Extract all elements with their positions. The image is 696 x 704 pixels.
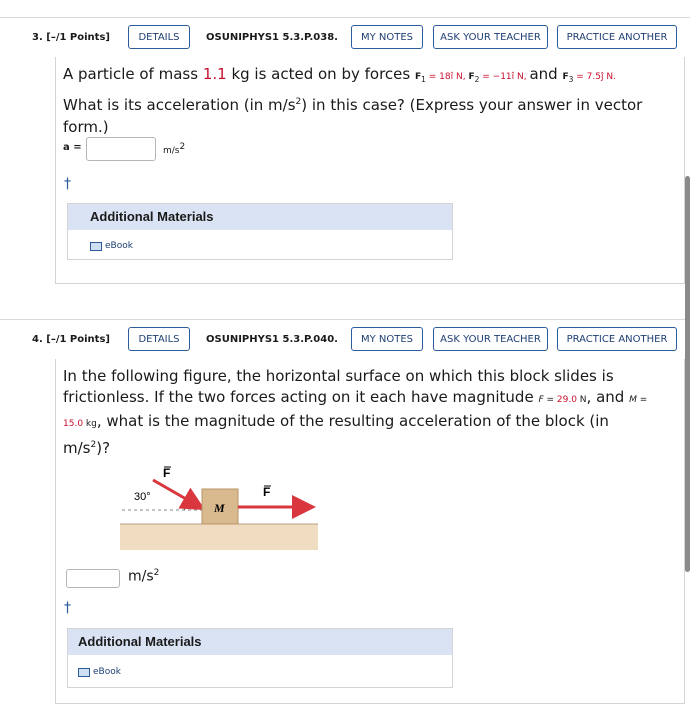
hint-dagger[interactable]: † xyxy=(64,176,71,192)
vertical-scrollbar[interactable] xyxy=(685,176,690,572)
ground-surface xyxy=(120,524,318,550)
ebook-link[interactable]: eBook xyxy=(90,241,133,251)
block-force-figure xyxy=(120,462,320,552)
practice-another-button[interactable]: PRACTICE ANOTHER xyxy=(557,327,677,351)
ask-your-teacher-button[interactable]: ASK YOUR TEACHER xyxy=(433,25,548,49)
angle-label: 30° xyxy=(134,491,151,503)
force-label-right: F xyxy=(263,485,271,499)
my-notes-button[interactable]: MY NOTES xyxy=(351,25,423,49)
book-icon xyxy=(78,668,90,677)
additional-materials xyxy=(67,203,453,260)
additional-materials-title: Additional Materials xyxy=(68,629,452,655)
book-icon xyxy=(90,242,102,251)
answer-unit: $m/s^2$ xyxy=(128,568,160,585)
answer-input-vector[interactable] xyxy=(86,137,156,161)
question-4-number: 4. [–/1 Points] xyxy=(32,334,110,345)
mass-value: 1.1 xyxy=(202,65,227,83)
hint-dagger[interactable]: † xyxy=(64,600,71,616)
details-button[interactable]: DETAILS xyxy=(128,327,190,351)
my-notes-button[interactable]: MY NOTES xyxy=(351,327,423,351)
question-3-number: 3. [–/1 Points] xyxy=(32,32,110,43)
question-code: OSUNIPHYS1 5.3.P.040. xyxy=(206,334,338,345)
question-3-text: A particle of mass 1.1 kg is acted on by forces $F_1$ = 18î N, $F_2$ = −11î N, and $F_3$ = 7.5ĵ N. What is its acceleration (in $m/s^2$) in this case? (Express your answer in vector form.) xyxy=(63,65,643,136)
additional-materials-title: Additional Materials xyxy=(68,204,452,230)
practice-another-button[interactable]: PRACTICE ANOTHER xyxy=(557,25,677,49)
question-4-header xyxy=(0,327,690,357)
additional-materials xyxy=(67,628,453,688)
force-label-left: F xyxy=(163,466,171,480)
angled-force-arrow xyxy=(153,480,200,507)
question-code: OSUNIPHYS1 5.3.P.038. xyxy=(206,32,338,43)
ask-your-teacher-button[interactable]: ASK YOUR TEACHER xyxy=(433,327,548,351)
question-4-text: In the following figure, the horizontal surface on which this block slides is frictionless. If the two forces acting on it each have magnitude F = 29.0 N, and M = 15.0 kg, what is the magnitude of the resulting acceleration of the block (in $m/s^2$)? xyxy=(63,367,648,457)
answer-unit: $m/s^2$ xyxy=(163,142,186,156)
details-button[interactable]: DETAILS xyxy=(128,25,190,49)
answer-label: a = xyxy=(63,142,82,153)
answer-input-acceleration[interactable] xyxy=(66,569,120,588)
block-label: M xyxy=(214,501,225,515)
question-3-header xyxy=(0,25,690,55)
ebook-link[interactable]: eBook xyxy=(78,667,121,677)
